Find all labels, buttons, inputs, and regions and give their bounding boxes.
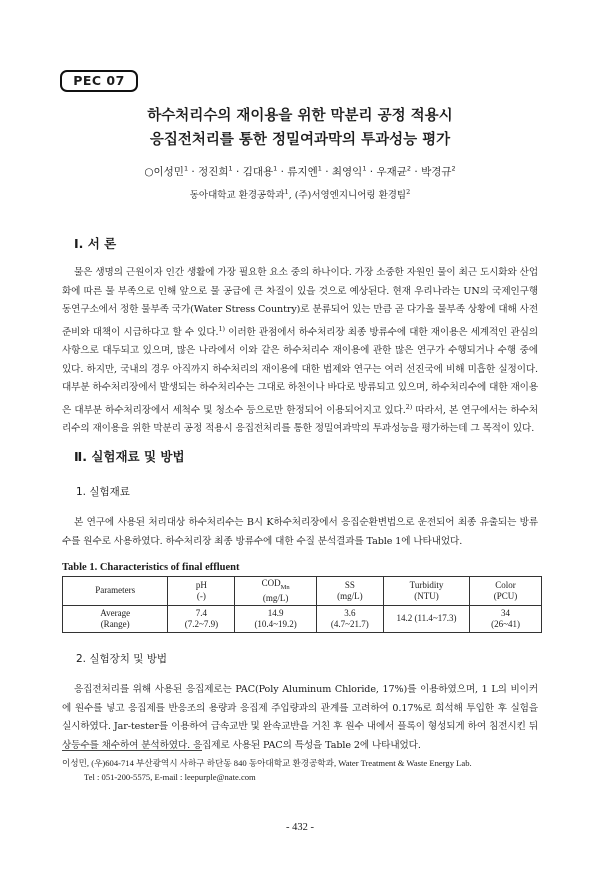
table-cell: 14.2 (11.4~17.3) bbox=[383, 605, 469, 632]
table-cell: 3.6 (4.7~21.7) bbox=[316, 605, 383, 632]
table-cell: 7.4 (7.2~7.9) bbox=[168, 605, 235, 632]
materials-paragraph: 본 연구에 사용된 처리대상 하수처리수는 B시 K하수처리장에서 응집순환변법으로 운전되어 최종 유출되는 방류수를 원수로 사용하였다. 하수처리장 최종 방류수에 대한 수질 분석결과를 Table 1에 나타내었다. bbox=[62, 517, 538, 547]
footnote-contact: Tel : 051-200-5575, E-mail : leepurple@nate.com bbox=[84, 772, 256, 782]
author: 박경규$^2$ bbox=[421, 164, 456, 178]
footnote-address: 이성민, (우)604-714 부산광역시 사하구 하단동 840 동아대학교 환경공학과, Water Treatment & Waste Energy Lab. bbox=[62, 758, 472, 768]
table-header-cell: SS (mg/L) bbox=[316, 577, 383, 606]
table-1-caption: Table 1. Characteristics of final effluent bbox=[62, 562, 240, 573]
author: 우재균$^2$ · bbox=[376, 164, 422, 178]
author: 김대용$^1$ · bbox=[242, 164, 288, 178]
table-cell: 14.9 (10.4~19.2) bbox=[235, 605, 316, 632]
table-header-row bbox=[63, 577, 542, 606]
introduction-paragraph: 물은 생명의 근원이자 인간 생활에 가장 필요한 요소 중의 하나이다. 가장 소중한 자원인 물이 최근 도시화와 산업화에 따른 물 부족으로 인해 앞으로 물 공급에 큰 차질이 있을 것으로 예상된다. 현재 우리나라는 UN의 국제인구행동연구소에서 정한 물부족 국가(Water Stress Country)로 분류되어 있는 만큼 곧 다가올 물부족 상황에 대해 사전 준비와 대책이 시급하다고 할 수 있다.$^{1)}$ 이러한 관점에서 하수처리장 최종 방류수에 대한 재이용은 세계적인 관심의 사항으로 대두되고 있으며, 많은 나라에서 이와 같은 하수처리수 재이용에 관한 많은 연구가 수행되거나 수행 중에 있다. 하지만, 국내의 경우 아직까지 하수처리의 재이용에 대한 법제와 연구는 여러 선진국에 비해 미흡한 실정이다. 대부분 하수처리장에서 발생되는 하수처리수는 그대로 하천이나 바다로 방류되고 있으며, 하수처리수에 대한 재이용은 대부분 하수처리장에서 세척수 및 청소수 등으로만 한정되어 이용되어지고 있다.$^{2)}$ 따라서, 본 연구에서는 하수처리수의 재이용을 위한 막분리 공정 적용시 응집전처리를 통한 정밀여과막의 투과성능을 평가하는데 그 목적이 있다. bbox=[62, 267, 538, 435]
table-header-cell: Turbidity (NTU) bbox=[383, 577, 469, 606]
author: ○이성민$^1$ · bbox=[144, 164, 199, 178]
author: 정진희$^1$ · bbox=[198, 164, 243, 178]
section-heading-introduction: Ⅰ. 서 론 bbox=[74, 236, 117, 251]
author-list bbox=[0, 164, 600, 179]
session-badge: PEC 07 bbox=[60, 70, 138, 92]
table-cell: Average (Range) bbox=[63, 605, 168, 632]
table-header-cell: $COD_{Mn}$ (mg/L) bbox=[235, 577, 316, 606]
table-cell: 34 (26~41) bbox=[470, 605, 542, 632]
methods-paragraph: 응집전처리를 위해 사용된 응집제로는 PAC(Poly Aluminum Chloride, 17%)를 이용하였으며, 1 L의 비이커에 원수를 넣고 응집제를 반응조의 용량과 응집제 주입량과의 관계를 고려하여 0.17%로 희석해 투입한 후 실험을 실시하였다. Jar-tester를 이용하여 급속교반 및 완속교반을 거친 후 원수 내에서 플록이 형성되게 하여 침전시킨 뒤 상등수를 채수하여 분석하였다. 응집제로 사용된 PAC의 특성을 Table 2에 나타내었다. bbox=[62, 684, 538, 751]
paper-title-line-2: 응집전처리를 통한 정밀여과막의 투과성능 평가 bbox=[149, 132, 451, 148]
table-row bbox=[63, 605, 542, 632]
subsection-heading-materials: 1. 실험재료 bbox=[76, 486, 130, 498]
table-header-cell: Parameters bbox=[63, 577, 168, 606]
page-number: - 432 - bbox=[286, 822, 314, 833]
table-header-cell: pH (-) bbox=[168, 577, 235, 606]
section-heading-methods: Ⅱ. 실험재료 및 방법 bbox=[74, 449, 185, 464]
table-header-cell: Color (PCU) bbox=[470, 577, 542, 606]
table-1-effluent bbox=[62, 576, 542, 633]
author: 류지엔$^1$ · bbox=[287, 164, 332, 178]
paper-title-line-1: 하수처리수의 재이용을 위한 막분리 공정 적용시 bbox=[147, 108, 453, 124]
footnote-divider bbox=[62, 750, 202, 751]
subsection-heading-apparatus: 2. 실험장치 및 방법 bbox=[76, 653, 168, 665]
affiliation: 동아대학교 환경공학과$^1$, (주)서영엔지니어링 환경팀$^2$ bbox=[189, 187, 411, 201]
author: 최영익$^1$ · bbox=[331, 164, 377, 178]
